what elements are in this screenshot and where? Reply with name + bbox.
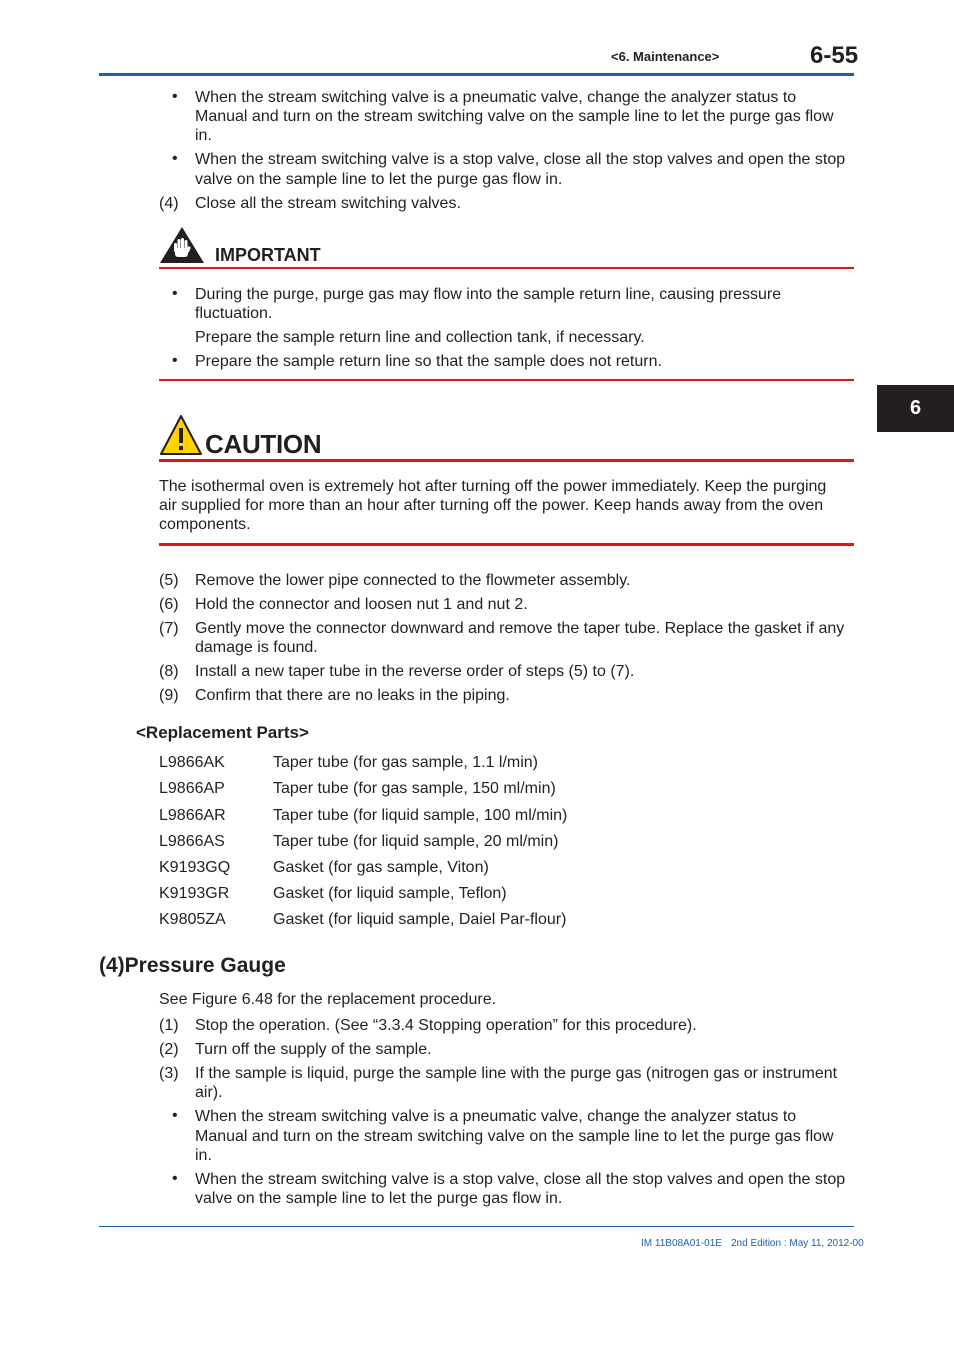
list-item-line: in. xyxy=(195,1147,212,1164)
step-text: Confirm that there are no leaks in the piping. xyxy=(195,687,510,704)
step-number: (9) xyxy=(159,687,179,704)
part-description: Gasket (for liquid sample, Daiel Par-flour) xyxy=(273,911,567,928)
important-title: IMPORTANT xyxy=(215,245,321,265)
important-bottom-rule xyxy=(159,379,854,381)
list-item-line: valve on the sample line to let the purge gas flow in. xyxy=(195,171,563,188)
step-number: (8) xyxy=(159,663,179,680)
section-title: <6. Maintenance> xyxy=(611,49,720,64)
list-item-line: Manual and turn on the stream switching valve on the sample line to let the purge gas flow xyxy=(195,108,834,125)
step-text: damage is found. xyxy=(195,639,318,656)
notice-line: fluctuation. xyxy=(195,305,273,322)
step-number: (2) xyxy=(159,1041,179,1058)
step-text: Turn off the supply of the sample. xyxy=(195,1041,432,1058)
step-text: Install a new taper tube in the reverse order of steps (5) to (7). xyxy=(195,663,635,680)
caution-top-rule xyxy=(159,459,854,462)
part-description: Taper tube (for liquid sample, 20 ml/min) xyxy=(273,833,559,850)
important-top-rule xyxy=(159,267,854,269)
step-number: (6) xyxy=(159,596,179,613)
bullet-marker: • xyxy=(172,88,178,105)
bullet-marker: • xyxy=(172,352,178,369)
part-code: K9193GQ xyxy=(159,859,231,876)
step-number: (1) xyxy=(159,1017,179,1034)
notice-line: During the purge, purge gas may flow into the sample return line, causing pressure xyxy=(195,286,782,303)
edition-info: 2nd Edition : May 11, 2012-00 xyxy=(731,1238,864,1249)
list-item-line: When the stream switching valve is a stop valve, close all the stop valves and open the stop xyxy=(195,151,846,168)
step-number: (4) xyxy=(159,195,179,212)
part-code: L9866AS xyxy=(159,833,225,850)
list-item-line: valve on the sample line to let the purge gas flow in. xyxy=(195,1190,563,1207)
notice-line: Prepare the sample return line and collection tank, if necessary. xyxy=(195,329,645,346)
caution-title: CAUTION xyxy=(205,429,322,459)
caution-line: air supplied for more than an hour after turning off the power. Keep hands away from the oven xyxy=(159,497,824,514)
notice-line: Prepare the sample return line so that the sample does not return. xyxy=(195,353,662,370)
list-item-line: When the stream switching valve is a stop valve, close all the stop valves and open the stop xyxy=(195,1171,846,1188)
step-text: Remove the lower pipe connected to the flowmeter assembly. xyxy=(195,572,631,589)
part-description: Gasket (for gas sample, Viton) xyxy=(273,859,489,876)
bullet-marker: • xyxy=(172,1170,178,1187)
list-item-line: Manual and turn on the stream switching valve on the sample line to let the purge gas flow xyxy=(195,1128,834,1145)
document-id: IM 11B08A01-01E xyxy=(641,1238,722,1249)
footer-rule xyxy=(99,1226,854,1227)
hand-stop-icon xyxy=(159,226,205,264)
bullet-marker: • xyxy=(172,1107,178,1124)
step-text: Close all the stream switching valves. xyxy=(195,195,461,212)
bullet-marker: • xyxy=(172,285,178,302)
step-number: (7) xyxy=(159,620,179,637)
part-description: Taper tube (for liquid sample, 100 ml/min) xyxy=(273,807,568,824)
part-code: K9193GR xyxy=(159,885,230,902)
list-item-line: When the stream switching valve is a pneumatic valve, change the analyzer status to xyxy=(195,89,797,106)
list-item-line: in. xyxy=(195,127,212,144)
step-text: Hold the connector and loosen nut 1 and nut 2. xyxy=(195,596,528,613)
list-item-line: When the stream switching valve is a pneumatic valve, change the analyzer status to xyxy=(195,1108,797,1125)
bullet-marker: • xyxy=(172,150,178,167)
section-intro: See Figure 6.48 for the replacement procedure. xyxy=(159,991,497,1008)
part-code: K9805ZA xyxy=(159,911,226,928)
chapter-tab: 6 xyxy=(877,385,954,432)
caution-bottom-rule xyxy=(159,543,854,546)
step-text: If the sample is liquid, purge the sample line with the purge gas (nitrogen gas or instrument xyxy=(195,1065,838,1082)
part-description: Gasket (for liquid sample, Teflon) xyxy=(273,885,507,902)
page-number: 6-55 xyxy=(810,42,859,69)
header-rule xyxy=(99,73,854,76)
step-text: air). xyxy=(195,1084,223,1101)
part-code: L9866AP xyxy=(159,780,225,797)
section-heading: (4)Pressure Gauge xyxy=(99,954,286,977)
part-code: L9866AR xyxy=(159,807,226,824)
warning-triangle-icon xyxy=(159,414,203,456)
step-number: (5) xyxy=(159,572,179,589)
step-text: Gently move the connector downward and remove the taper tube. Replace the gasket if any xyxy=(195,620,845,637)
caution-line: components. xyxy=(159,516,251,533)
step-text: Stop the operation. (See “3.3.4 Stopping operation” for this procedure). xyxy=(195,1017,697,1034)
step-number: (3) xyxy=(159,1065,179,1082)
part-code: L9866AK xyxy=(159,754,225,771)
caution-line: The isothermal oven is extremely hot after turning off the power immediately. Keep the purging xyxy=(159,478,827,495)
replacement-parts-heading: <Replacement Parts> xyxy=(136,723,309,742)
part-description: Taper tube (for gas sample, 150 ml/min) xyxy=(273,780,556,797)
part-description: Taper tube (for gas sample, 1.1 l/min) xyxy=(273,754,539,771)
